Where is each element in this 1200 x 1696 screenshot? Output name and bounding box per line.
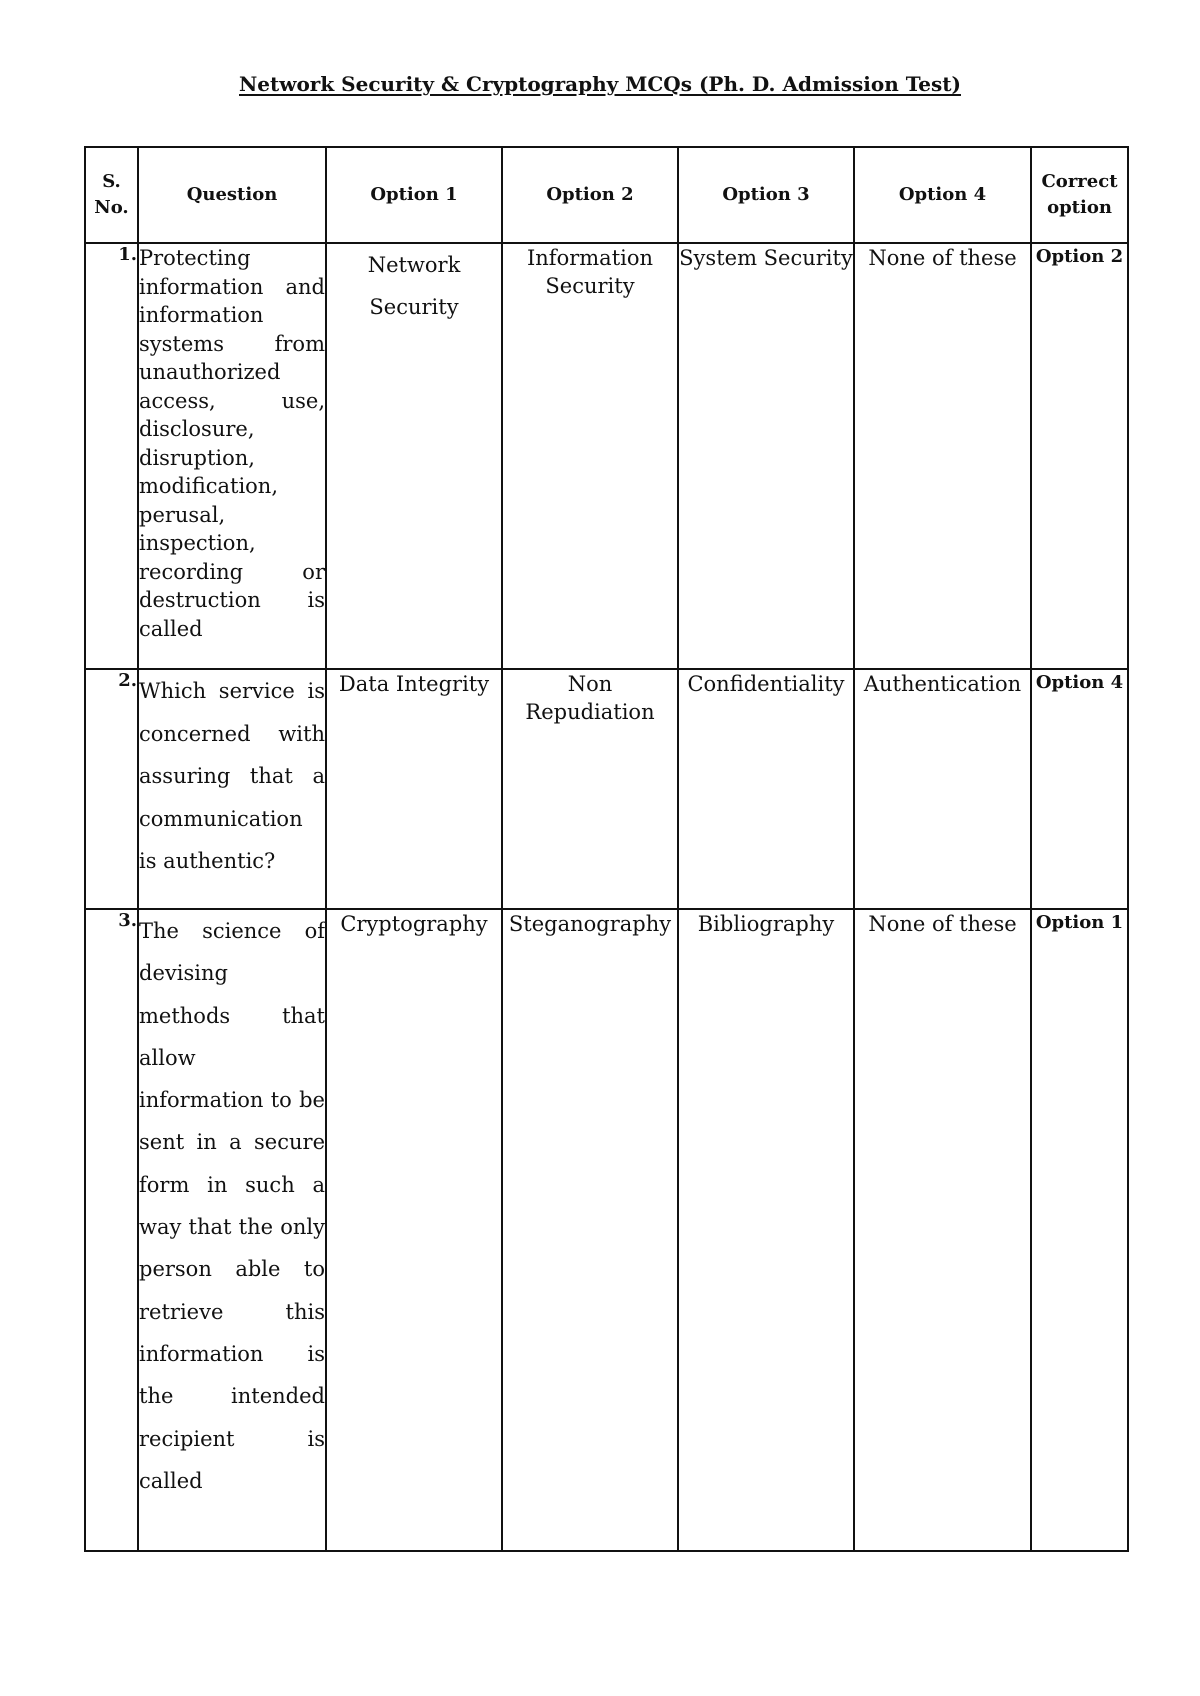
header-correct-option: Correct option [1031, 147, 1128, 243]
option-2: Steganography [502, 909, 678, 1551]
option-4: None of these [854, 243, 1031, 669]
table-row [85, 909, 1128, 1551]
correct-option: Option 4 [1031, 669, 1128, 909]
question-text: Which service is concerned with assuring that a communication is authentic? [138, 669, 326, 909]
option-1: Data Integrity [326, 669, 502, 909]
table-row [85, 243, 1128, 669]
question-text: The science of devising methods that allow information to be sent in a secure form in such a way that the only person able to retrieve this information is the intended recipient is called [138, 909, 326, 1551]
page-title: Network Security & Cryptography MCQs (Ph. D. Admission Test) [239, 72, 961, 96]
option-1: Cryptography [326, 909, 502, 1551]
option-3: Bibliography [678, 909, 854, 1551]
option-3: System Security [678, 243, 854, 669]
option-1: Network Security [326, 243, 502, 669]
serial-number: 1. [85, 243, 138, 669]
question-text: Protecting information and information systems from unauthorized access, use, disclosure, disruption, modification, perusal, inspection, recording or destruction is called [138, 243, 326, 669]
option-2: Non Repudiation [502, 669, 678, 909]
serial-number: 2. [85, 669, 138, 909]
option-4: Authentication [854, 669, 1031, 909]
header-option-2: Option 2 [502, 147, 678, 243]
header-sno: S. No. [85, 147, 138, 243]
header-question: Question [138, 147, 326, 243]
header-row [85, 147, 1128, 243]
header-option-3: Option 3 [678, 147, 854, 243]
table-row [85, 669, 1128, 909]
mcq-table [84, 146, 1129, 1552]
header-option-4: Option 4 [854, 147, 1031, 243]
option-4: None of these [854, 909, 1031, 1551]
correct-option: Option 2 [1031, 243, 1128, 669]
option-2: Information Security [502, 243, 678, 669]
header-option-1: Option 1 [326, 147, 502, 243]
option-3: Confidentiality [678, 669, 854, 909]
correct-option: Option 1 [1031, 909, 1128, 1551]
serial-number: 3. [85, 909, 138, 1551]
